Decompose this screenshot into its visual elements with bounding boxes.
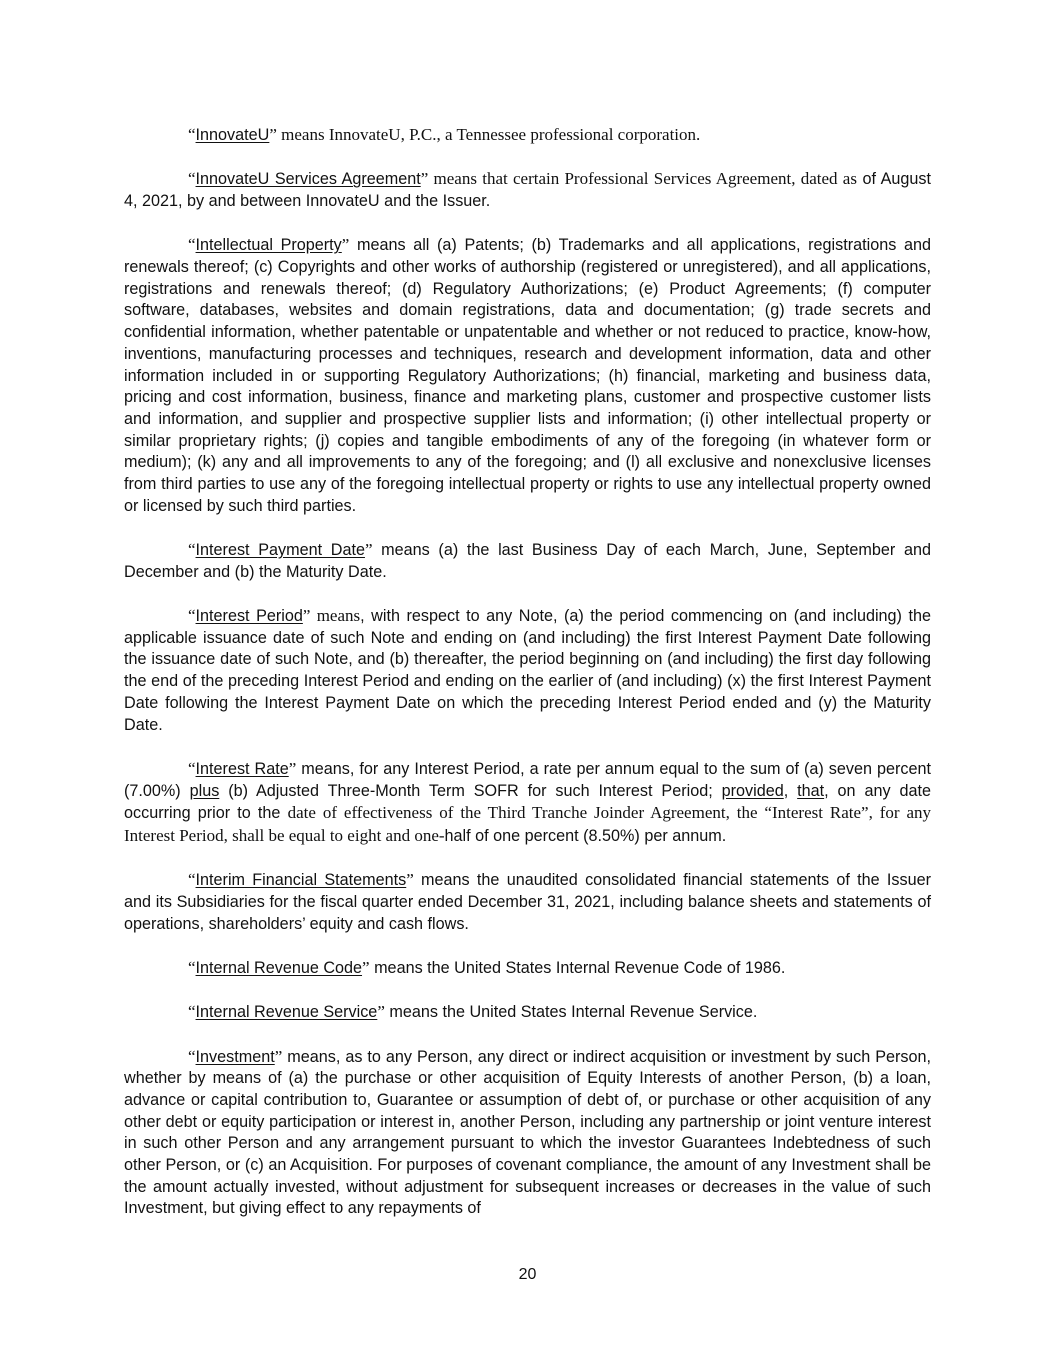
close-quote: ” xyxy=(274,1046,283,1066)
close-quote: ” xyxy=(420,169,429,189)
definition-interest-payment-date xyxy=(124,539,931,583)
open-quote: “ xyxy=(188,606,196,626)
defined-term: Interest Rate xyxy=(195,759,289,778)
definition-body: means, for any Interest Period, a rate per annum equal to the sum of (a) seven percent (7.00%) xyxy=(124,759,931,800)
open-quote: “ xyxy=(188,1046,196,1066)
close-quote: ” xyxy=(302,606,311,626)
definition-body-continued: (b) Adjusted Three-Month Term SOFR for such Interest Period; xyxy=(219,781,722,800)
definition-body: means, as to any Person, any direct or indirect acquisition or investment by such Person, whether by means of (a) the purchase or other acquisition of Equity Interests of another Person, (b) a loan, advance or capital contribution to, Guarantee or assumption of debt of, or purchase or other acquisition of any other debt or equity participation or interest in, another Person, including any partnership or joint venture interest in such other Person and any arrangement pursuant to which the investor Guarantees Indebtedness of such other Person, or (c) an Acquisition. For purposes of covenant compliance, the amount of any Investment shall be the amount actually invested, without adjustment for subsequent increases or decreases in the value of such Investment, but giving effect to any repayments of xyxy=(124,1047,931,1218)
close-quote: ” xyxy=(364,540,373,560)
definition-body: means xyxy=(310,606,361,626)
close-quote: ” xyxy=(269,125,277,144)
comma-separator: , xyxy=(783,781,798,800)
definition-body: means the United States Internal Revenue Code of 1986. xyxy=(369,958,786,977)
definition-investment xyxy=(124,1046,931,1221)
definition-body: means that certain Professional Services Agreement, dated as xyxy=(428,169,857,189)
definition-body: means (a) the last Business Day of each March, June, September and December and (b) the Maturity Date. xyxy=(124,541,931,581)
open-quote: “ xyxy=(188,235,196,255)
page-number: 20 xyxy=(518,1266,537,1283)
definition-body: means InnovateU, P.C., a Tennessee professional corporation. xyxy=(276,125,701,144)
defined-term: InnovateU xyxy=(195,126,270,144)
close-quote: ” xyxy=(341,235,350,255)
that-term: that xyxy=(797,781,825,800)
definition-interest-rate xyxy=(124,758,931,848)
open-quote: “ xyxy=(188,125,196,144)
close-quote: ” xyxy=(288,758,297,778)
definition-body-serif: date of effectiveness of the Third Tranche Joinder Agreement, the “Interest Rate”, for any Interest Period, shall be equal to eight and one- xyxy=(124,803,932,845)
defined-term: Internal Revenue Service xyxy=(195,1003,378,1022)
definition-body: means the United States Internal Revenue Service. xyxy=(384,1003,758,1022)
open-quote: “ xyxy=(188,1002,196,1022)
definition-interest-period xyxy=(124,605,931,736)
definition-body-end: half of one percent (8.50%) per annum. xyxy=(444,826,727,845)
open-quote: “ xyxy=(188,870,196,890)
definition-innovateu-services-agreement xyxy=(124,168,931,212)
defined-term: Intellectual Property xyxy=(195,236,342,255)
definition-body: means the unaudited consolidated financial statements of the Issuer and its Subsidiaries for the fiscal quarter ended December 31, 2021, including balance sheets and statements of operations, shareholders’ equity and cash flows. xyxy=(124,871,931,933)
close-quote: ” xyxy=(406,870,414,890)
definition-internal-revenue-code xyxy=(124,957,931,980)
open-quote: “ xyxy=(188,169,196,189)
definition-body-continued: , on any date occurring prior to the xyxy=(124,781,931,823)
defined-term: InnovateU Services Agreement xyxy=(195,170,421,189)
open-quote: “ xyxy=(188,758,196,778)
definition-innovateu xyxy=(124,124,931,147)
definition-body-continued: of August 4, 2021, by and between InnovateU and the Issuer. xyxy=(124,170,931,210)
close-quote: ” xyxy=(377,1002,385,1022)
document-page xyxy=(124,124,931,1242)
definition-intellectual-property xyxy=(124,234,931,517)
open-quote: “ xyxy=(188,540,196,560)
defined-term: Investment xyxy=(195,1047,275,1066)
defined-term: Interest Payment Date xyxy=(195,541,365,560)
definition-body: means all (a) Patents; (b) Trademarks and all applications, registrations and renewals thereof; (c) Copyrights and other works of authorship (registered or unregistered), and all applications, registrations and renewals thereof; (d) Regulatory Authorizations; (e) Product Agreements; (f) computer software, databases, websites and domain registrations, data and documentation; (g) trade secrets and confidential information, whether patentable or unpatentable and whether or not reduced to practice, know-how, inventions, manufacturing processes and techniques, research and development information, data and other information included in or supporting Regulatory Authorizations; (h) financial, marketing and business data, pricing and cost information, business, finance and marketing plans, customer and prospective customer lists and information, and supplier and prospective supplier lists and information; (i) other intellectual property or similar proprietary rights; (j) copies and tangible embodiments of any of the foregoing (in whatever form or medium); (k) any and all improvements to any of the foregoing; and (l) all exclusive and nonexclusive licenses from third parties to use any of the foregoing intellectual property or rights to use any intellectual property owned or licensed by such third parties. xyxy=(124,236,931,515)
close-quote: ” xyxy=(362,957,370,977)
plus-term: plus xyxy=(189,781,220,800)
defined-term: Internal Revenue Code xyxy=(195,958,363,977)
defined-term: Interest Period xyxy=(195,607,303,626)
defined-term: Interim Financial Statements xyxy=(195,871,407,890)
open-quote: “ xyxy=(188,957,196,977)
provided-term: provided xyxy=(721,781,784,800)
definition-interim-financial-statements xyxy=(124,869,931,935)
definition-internal-revenue-service xyxy=(124,1001,931,1024)
definition-body-continued: , with respect to any Note, (a) the period commencing on (and including) the applicable issuance date of such Note and ending on (and including) the first Interest Payment Date following the issuance date of such Note, and (b) thereafter, the period beginning on (and including) the first day following the end of the preceding Interest Period and ending on the earlier of (and including) (x) the first Interest Payment Date following the Interest Payment Date on which the preceding Interest Period ended and (y) the Maturity Date. xyxy=(124,607,931,734)
